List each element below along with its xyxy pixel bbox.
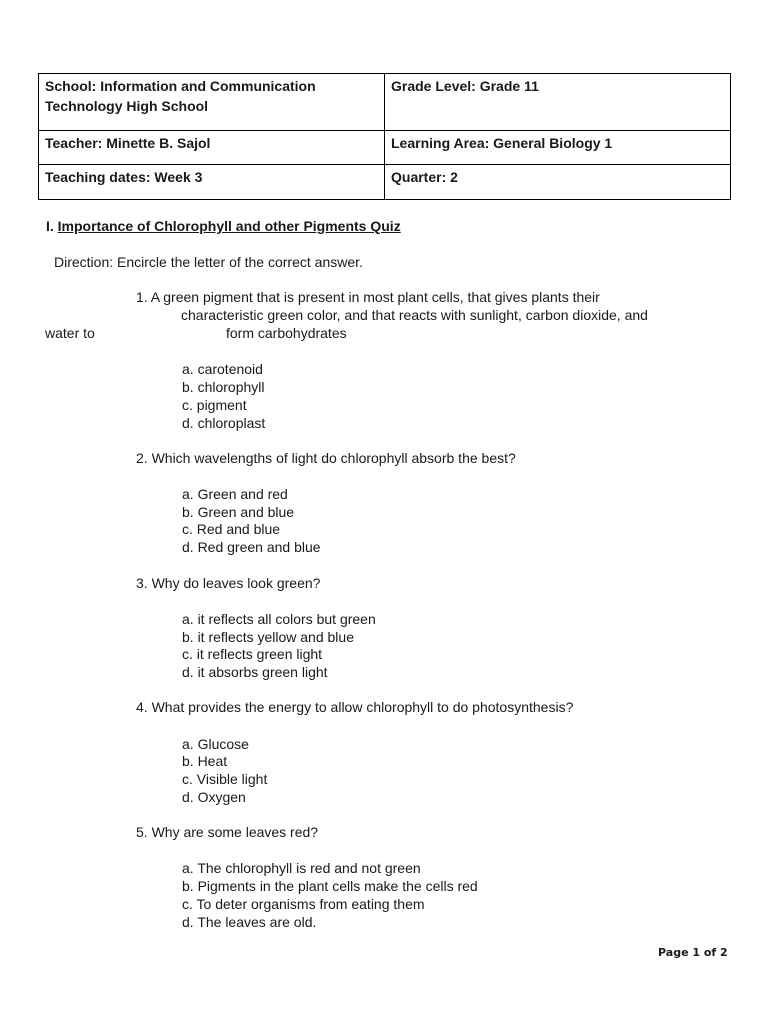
- section-title-text: Importance of Chlorophyll and other Pigments Quiz: [57, 218, 401, 234]
- school-label: School: Information and Communication: [45, 78, 316, 94]
- section-title: [46, 217, 401, 235]
- question-1-line-2: characteristic green color, and that reacts with sunlight, carbon dioxide, and: [181, 307, 648, 323]
- question-4-option-c[interactable]: c. Visible light: [182, 771, 268, 787]
- learning-area-cell: Learning Area: General Biology 1: [385, 131, 731, 165]
- question-3-text: 3. Why do leaves look green?: [136, 575, 321, 591]
- question-1-line-1: 1. A green pigment that is present in most plant cells, that gives plants their: [136, 289, 600, 305]
- question-2-option-c[interactable]: c. Red and blue: [182, 521, 281, 537]
- question-3-option-d[interactable]: d. it absorbs green light: [182, 664, 328, 680]
- question-1-option-c[interactable]: c. pigment: [182, 397, 247, 413]
- question-5-text: 5. Why are some leaves red?: [136, 824, 319, 840]
- question-5-option-b[interactable]: b. Pigments in the plant cells make the cells red: [182, 878, 478, 894]
- question-3-option-b[interactable]: b. it reflects yellow and blue: [182, 629, 354, 645]
- grade-level-cell: Grade Level: Grade 11: [385, 74, 731, 131]
- page-number: [658, 944, 728, 962]
- page-current: 1: [692, 946, 701, 959]
- school-cell: [39, 74, 385, 131]
- question-4-option-b[interactable]: b. Heat: [182, 753, 228, 769]
- direction-text: Direction: Encircle the letter of the correct answer.: [54, 254, 363, 270]
- header-info-table: [38, 73, 731, 200]
- question-5-option-c[interactable]: c. To deter organisms from eating them: [182, 896, 425, 912]
- question-5-option-d[interactable]: d. The leaves are old.: [182, 914, 317, 930]
- question-4-option-d[interactable]: d. Oxygen: [182, 789, 246, 805]
- page-word: Page: [658, 946, 693, 959]
- question-3-option-c[interactable]: c. it reflects green light: [182, 646, 323, 662]
- school-label-continued: Technology High School: [45, 98, 209, 114]
- question-1-option-a[interactable]: a. carotenoid: [182, 361, 263, 377]
- section-numeral: I.: [46, 218, 58, 234]
- question-4-text: 4. What provides the energy to allow chlorophyll to do photosynthesis?: [136, 699, 574, 715]
- page-total: 2: [720, 946, 728, 959]
- page-of-word: of: [700, 946, 721, 959]
- question-1-option-b[interactable]: b. chlorophyll: [182, 379, 265, 395]
- question-4-option-a[interactable]: a. Glucose: [182, 736, 249, 752]
- question-2-option-a[interactable]: a. Green and red: [182, 486, 288, 502]
- question-2-option-b[interactable]: b. Green and blue: [182, 504, 295, 520]
- question-1-option-d[interactable]: d. chloroplast: [182, 415, 266, 431]
- quarter-cell: Quarter: 2: [385, 165, 731, 200]
- question-3-option-a[interactable]: a. it reflects all colors but green: [182, 611, 376, 627]
- teacher-cell: Teacher: Minette B. Sajol: [39, 131, 385, 165]
- question-5-option-a[interactable]: a. The chlorophyll is red and not green: [182, 860, 421, 876]
- question-1-line-3-start: water to: [45, 325, 95, 341]
- question-2-text: 2. Which wavelengths of light do chlorophyll absorb the best?: [136, 450, 516, 466]
- question-1-line-3-end: form carbohydrates: [226, 325, 347, 341]
- question-2-option-d[interactable]: d. Red green and blue: [182, 539, 321, 555]
- teaching-dates-cell: Teaching dates: Week 3: [39, 165, 385, 200]
